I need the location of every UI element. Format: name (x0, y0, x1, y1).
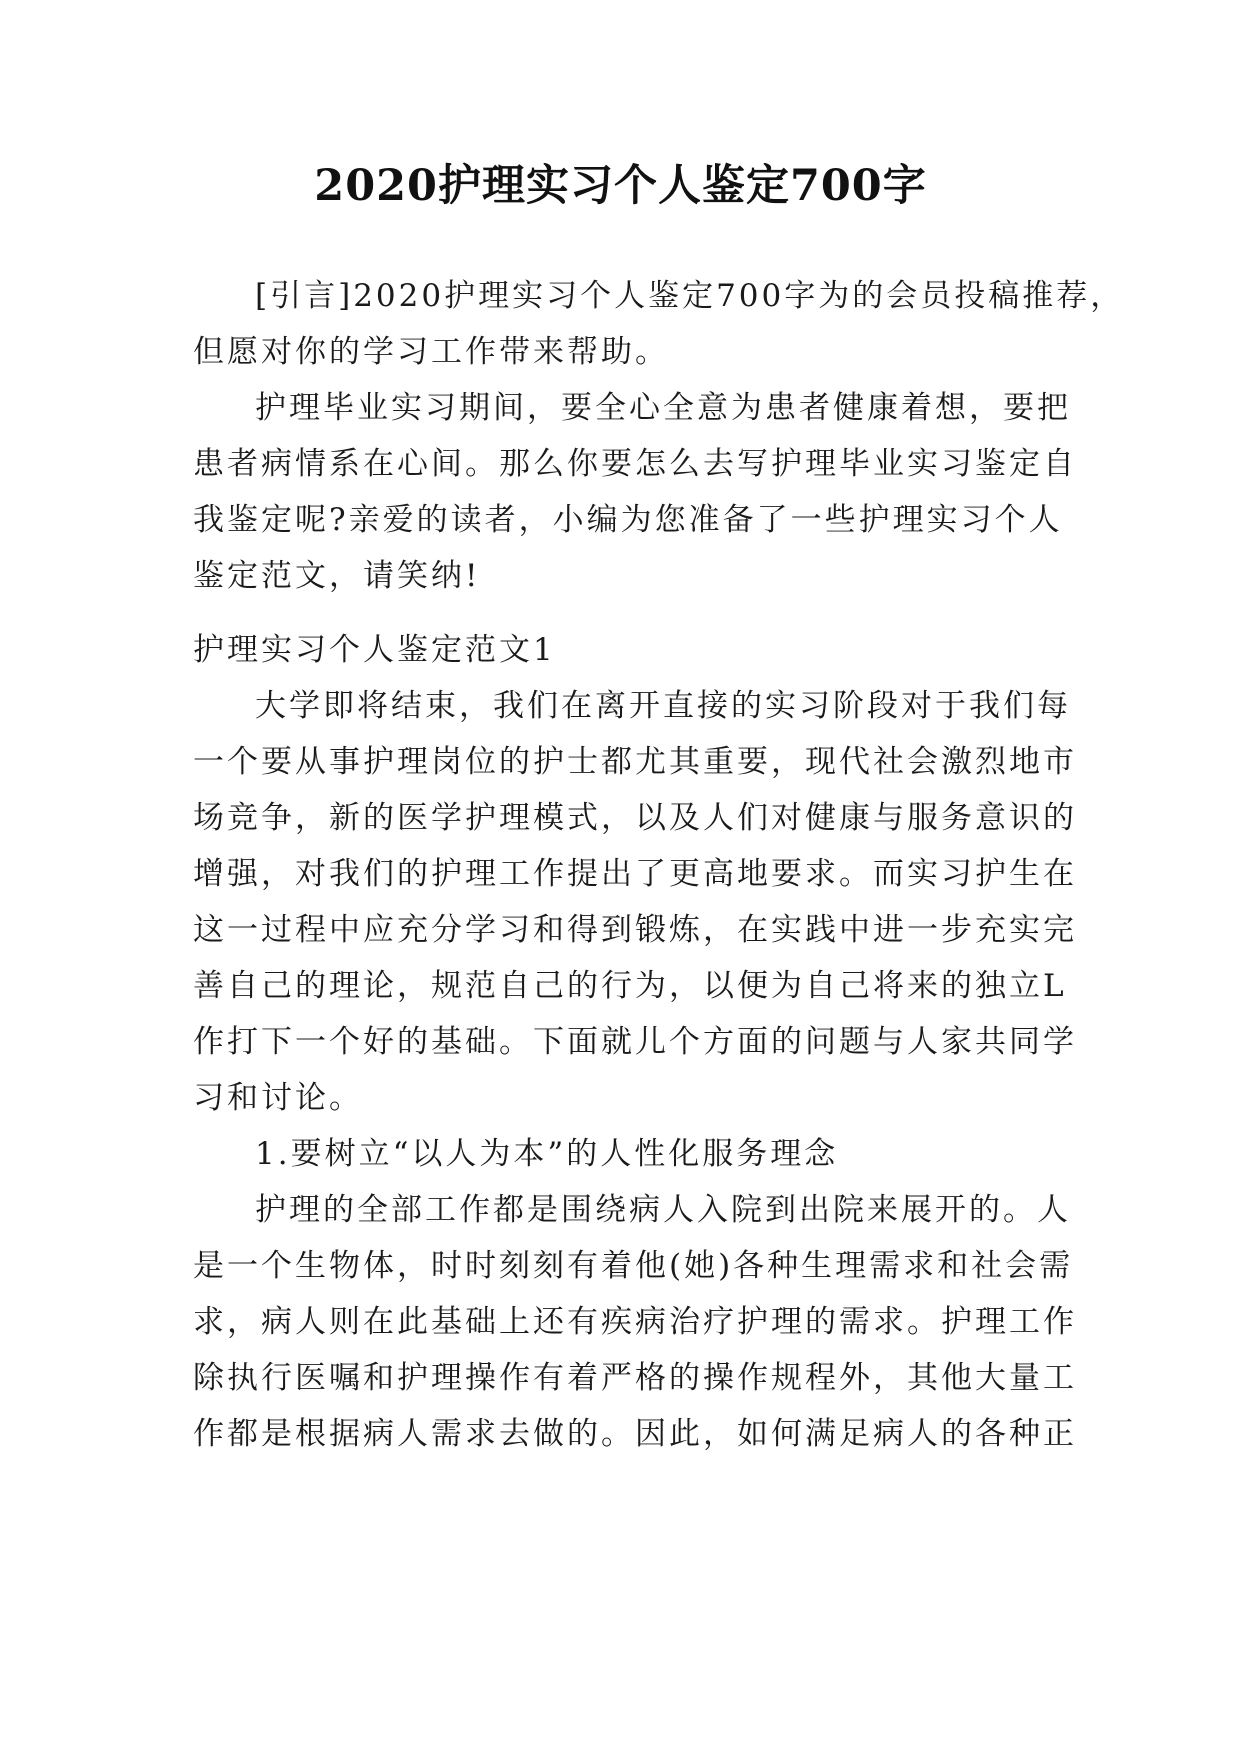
paragraph-line: 是一个生物体，时时刻刻有着他(她)各种生理需求和社会需 (193, 1248, 1074, 1284)
point-heading-text: 1.要树立“以人为本”的人性化服务理念 (255, 1136, 839, 1172)
paragraph-line: 患者病情系在心间。那么你要怎么去写护理毕业实习鉴定自 (193, 446, 1077, 482)
paragraph-line: 善自己的理论，规范自己的行为，以便为自己将来的独立L (193, 968, 1067, 1004)
intro-line: 但愿对你的学习工作带来帮助。 (193, 334, 669, 370)
paragraph-line: 护理毕业实习期间，要全心全意为患者健康着想，要把 (255, 390, 1071, 426)
paragraph-line: 护理的全部工作都是围绕病人入院到出院来展开的。人 (255, 1192, 1071, 1228)
paragraph-line: 习和讨论。 (193, 1080, 363, 1116)
intro-line: [引言]2020护理实习个人鉴定700字为的会员投稿推荐， (255, 278, 1125, 314)
point-1-heading (193, 1126, 1053, 1182)
paragraph-line: 求，病人则在此基础上还有疾病治疗护理的需求。护理工作 (193, 1304, 1077, 1340)
paragraph-line: 这一过程中应充分学习和得到锻炼，在实践中进一步充实完 (193, 912, 1077, 948)
paragraph-3 (193, 1182, 1077, 1462)
paragraph-line: 大学即将结束，我们在离开直接的实习阶段对于我们每 (255, 688, 1071, 724)
document-title: 2020护理实习个人鉴定700字 (314, 161, 927, 211)
section-heading (193, 622, 1053, 678)
paragraph-line: 作都是根据病人需求去做的。因此，如何满足病人的各种正 (193, 1416, 1077, 1452)
paragraph-line: 场竞争，新的医学护理模式，以及人们对健康与服务意识的 (193, 800, 1077, 836)
paragraph-line: 除执行医嘱和护理操作有着严格的操作规程外，其他大量工 (193, 1360, 1077, 1396)
section-heading-text: 护理实习个人鉴定范文1 (193, 632, 556, 668)
paragraph-line: 作打下一个好的基础。下面就儿个方面的问题与人家共同学 (193, 1024, 1077, 1060)
intro-paragraph (193, 268, 1125, 380)
paragraph-line: 我鉴定呢?亲爱的读者，小编为您准备了一些护理实习个人 (193, 502, 1063, 538)
paragraph-1 (193, 380, 1077, 604)
paragraph-line: 增强，对我们的护理工作提出了更高地要求。而实习护生在 (193, 856, 1077, 892)
paragraph-2 (193, 678, 1077, 1126)
paragraph-line: 一个要从事护理岗位的护士都尤其重要，现代社会激烈地市 (193, 744, 1077, 780)
paragraph-line: 鉴定范文，请笑纳! (193, 558, 481, 594)
